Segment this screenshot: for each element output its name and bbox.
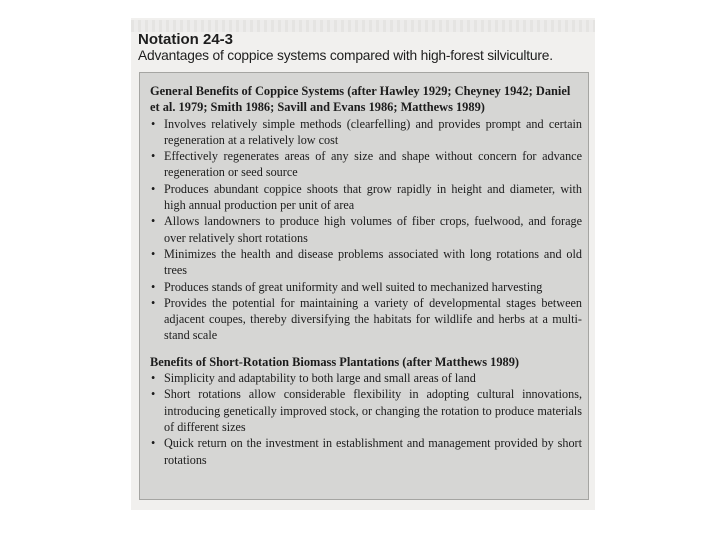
list-item: • Produces abundant coppice shoots that grow rapidly in height and diameter, with high annual production per unit of area <box>150 181 582 214</box>
list-item: • Minimizes the health and disease problems associated with long rotations and old trees <box>150 246 582 279</box>
coppice-benefits-list <box>150 116 582 344</box>
section-heading-biomass: Benefits of Short-Rotation Biomass Plantations (after Matthews 1989) <box>150 354 520 369</box>
list-item: • Simplicity and adaptability to both large and small areas of land <box>150 370 582 386</box>
list-item: • Provides the potential for maintaining a variety of developmental stages between adjacent coupes, thereby diversifying the habitats for wildlife and herbs at a multi-stand scale <box>150 295 582 344</box>
section-heading-coppice: General Benefits of Coppice Systems (after Hawley 1929; Cheyney 1942; Daniel et al. 1979; Smith 1986; Savill and Evans 1986; Matthews 1989) <box>150 84 571 115</box>
notation-box <box>139 72 589 500</box>
notation-label: Notation 24-3 <box>138 31 234 48</box>
list-item: • Allows landowners to produce high volumes of fiber crops, fuelwood, and forage over relatively short rotations <box>150 213 582 246</box>
list-item: • Involves relatively simple methods (clearfelling) and provides prompt and certain regeneration at a relatively low cost <box>150 116 582 149</box>
list-item: • Quick return on the investment in establishment and management provided by short rotations <box>150 435 582 468</box>
scanned-page <box>131 18 595 510</box>
notation-body <box>150 83 582 468</box>
notation-caption: Advantages of coppice systems compared with high-forest silviculture. <box>138 48 553 63</box>
list-item: • Produces stands of great uniformity and well suited to mechanized harvesting <box>150 279 582 295</box>
list-item: • Effectively regenerates areas of any size and shape without concern for advance regeneration or seed source <box>150 148 582 181</box>
list-item: • Short rotations allow considerable flexibility in adopting cultural innovations, introducing genetically improved stock, or changing the rotation to produce materials of different sizes <box>150 386 582 435</box>
biomass-benefits-list <box>150 370 582 468</box>
